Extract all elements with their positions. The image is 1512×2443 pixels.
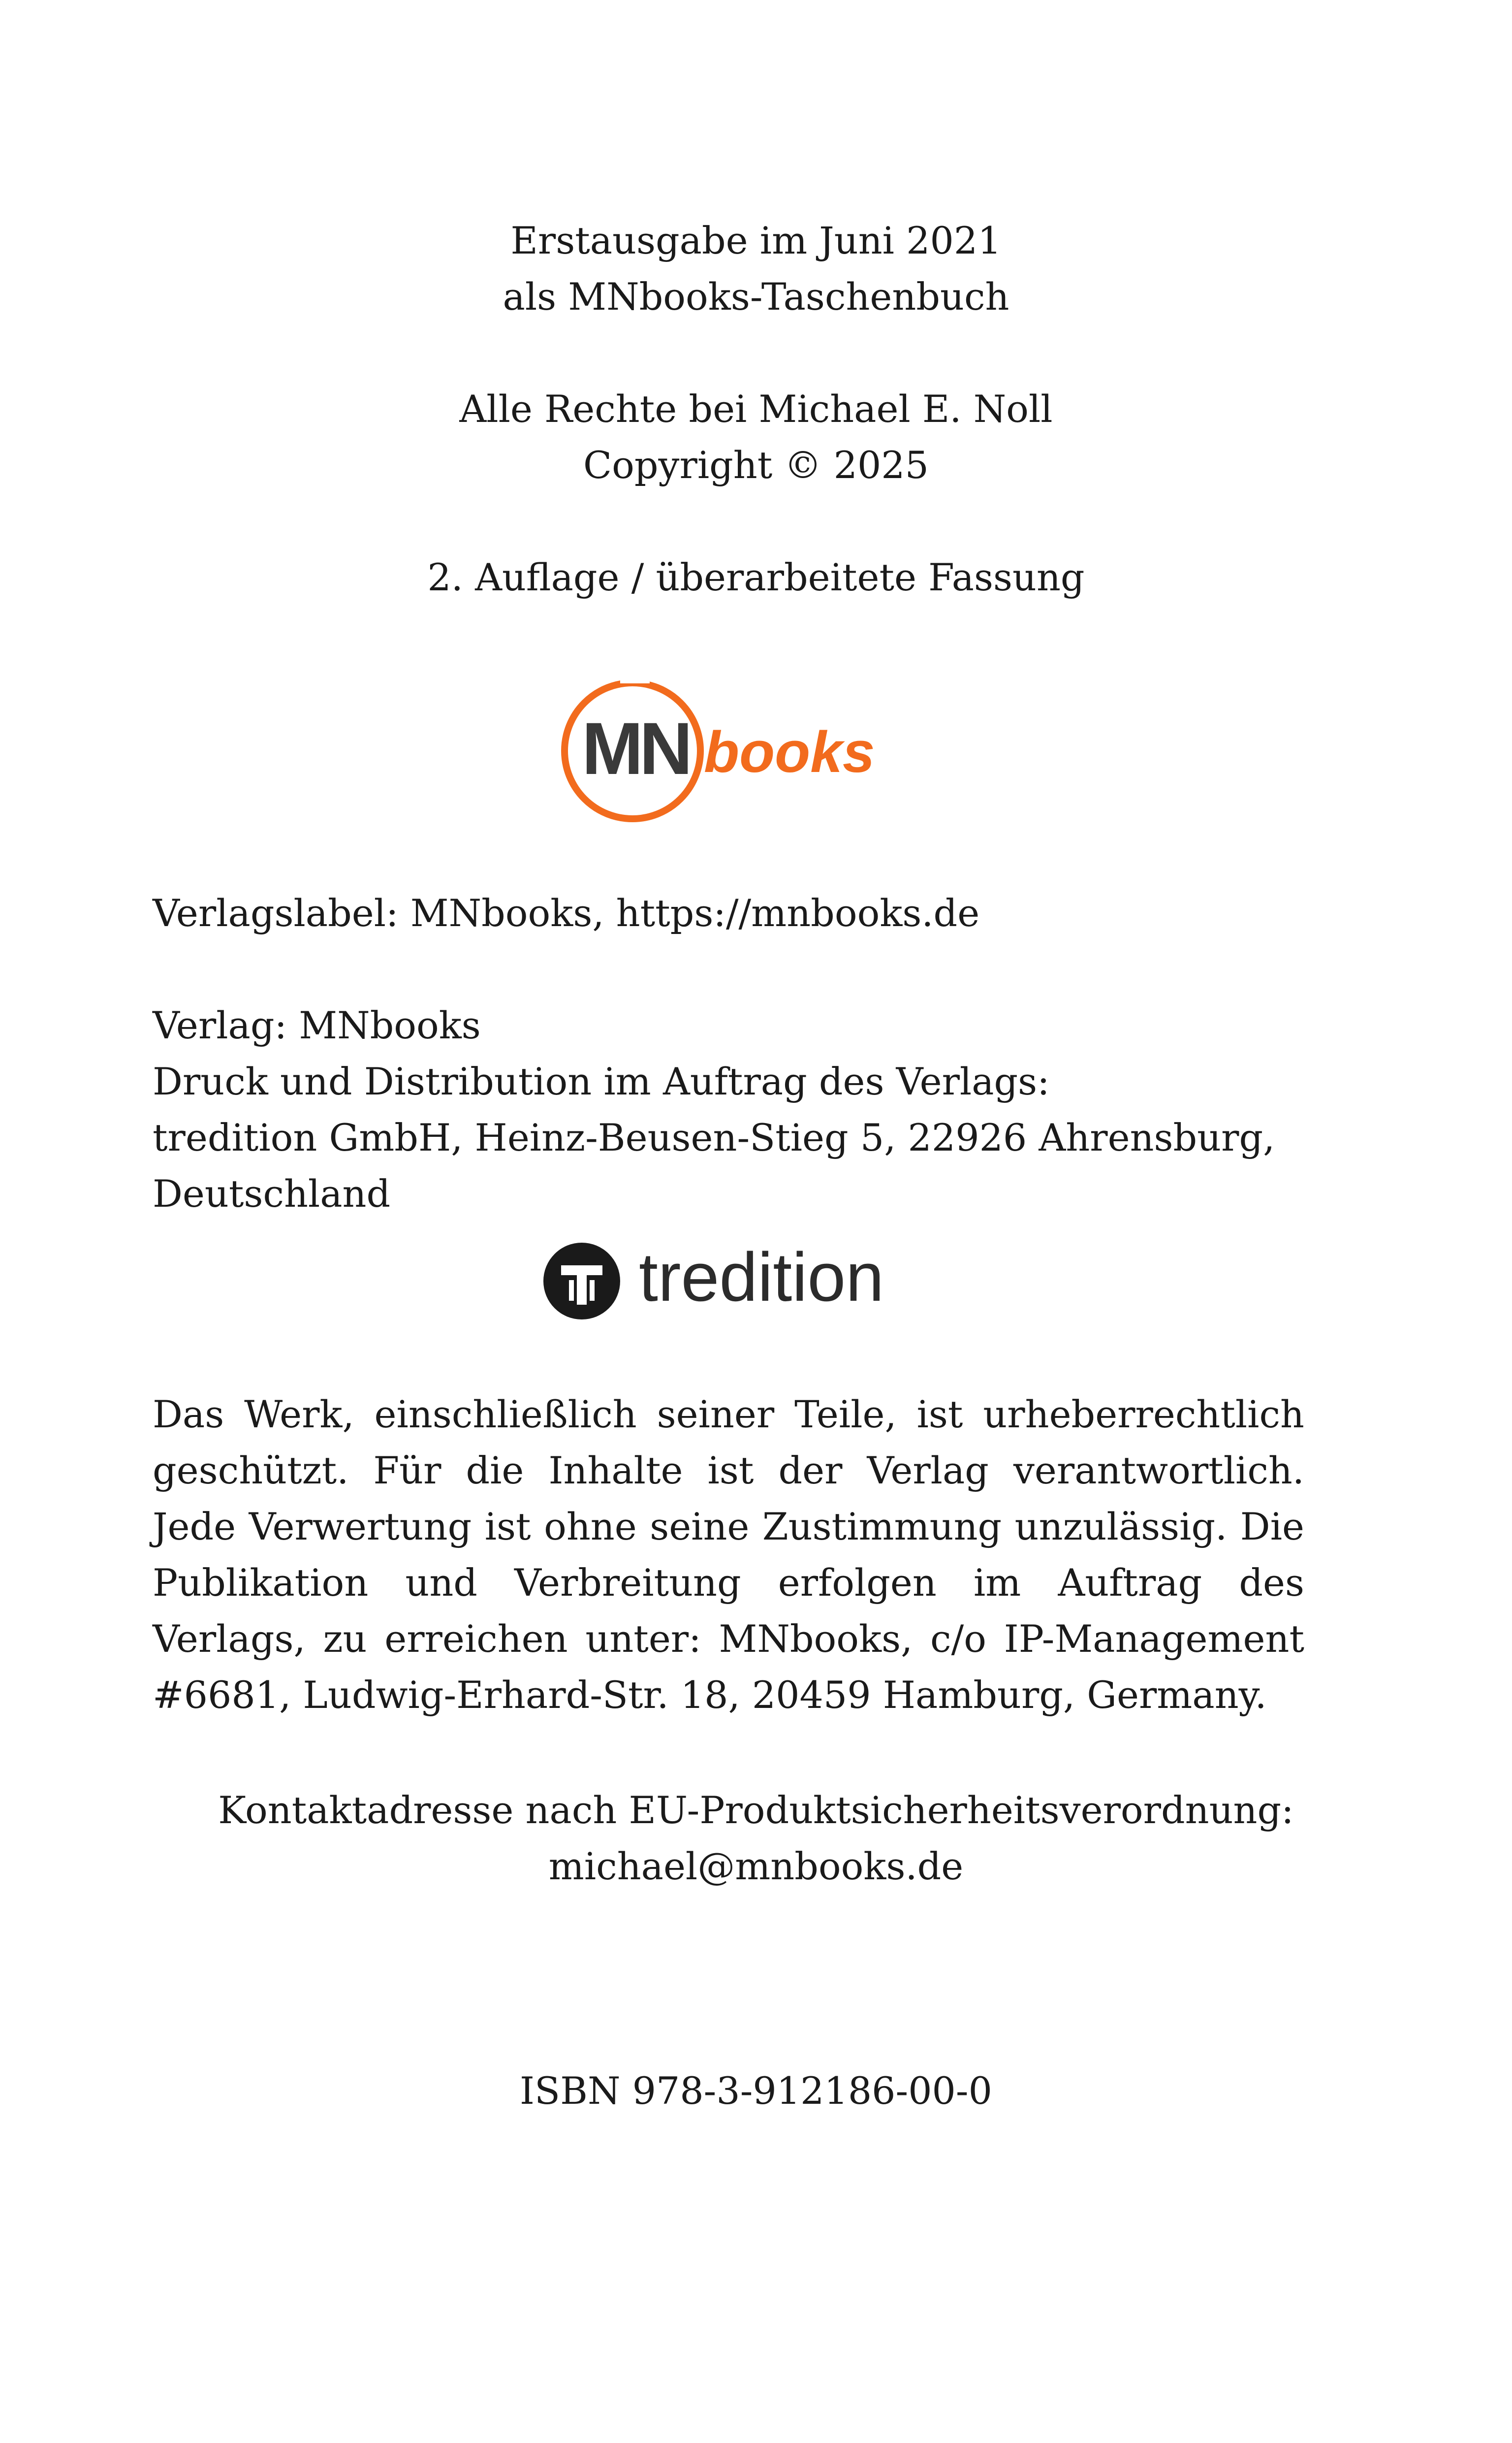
verlagslabel-line: Verlagslabel: MNbooks, https://mnbooks.de (153, 891, 980, 935)
druck-line: Druck und Distribution im Auftrag des Verlags: (153, 1060, 1050, 1103)
tredition-logo-text: tredition (639, 1238, 884, 1316)
tredition-logo (541, 1236, 925, 1324)
mnbooks-logo (561, 675, 906, 827)
mnbooks-logo-mn: MN (582, 707, 689, 790)
first-edition-line-1: Erstausgabe im Juni 2021 (510, 219, 1002, 262)
verlag-line: Verlag: MNbooks (153, 1003, 481, 1047)
edition-line: 2. Auflage / überarbeitete Fassung (427, 555, 1085, 599)
mnbooks-logo-books: books (704, 720, 875, 785)
rights-line: Alle Rechte bei Michael E. Noll (459, 387, 1053, 431)
country-line: Deutschland (153, 1172, 391, 1216)
legal-notice: Das Werk, einschließlich seiner Teile, ist urheberrechtlich geschützt. Für die Inhalte ist der Verlag verantwortlich. Jede Verwertung ist ohne seine Zustimmung unzulässig. Die Publikation und Verbreitung erfolgen im Auftrag des Verlags, zu erreichen unter: MNbooks, c/o IP-Management #6681, Ludwig-Erhard-Str. 18, 20459 Hamburg, Germany. (153, 1392, 1304, 1717)
contact-label-line: Kontaktadresse nach EU-Produktsicherheitsverordnung: (218, 1788, 1294, 1832)
tredition-address-line: tredition GmbH, Heinz-Beusen-Stieg 5, 22926 Ahrensburg, (153, 1116, 1275, 1159)
contact-email[interactable]: michael@mnbooks.de (548, 1844, 964, 1888)
isbn-line: ISBN 978-3-912186-00-0 (520, 2069, 992, 2113)
first-edition-line-2: als MNbooks-Taschenbuch (503, 275, 1009, 319)
copyright-line: Copyright © 2025 (583, 443, 929, 487)
